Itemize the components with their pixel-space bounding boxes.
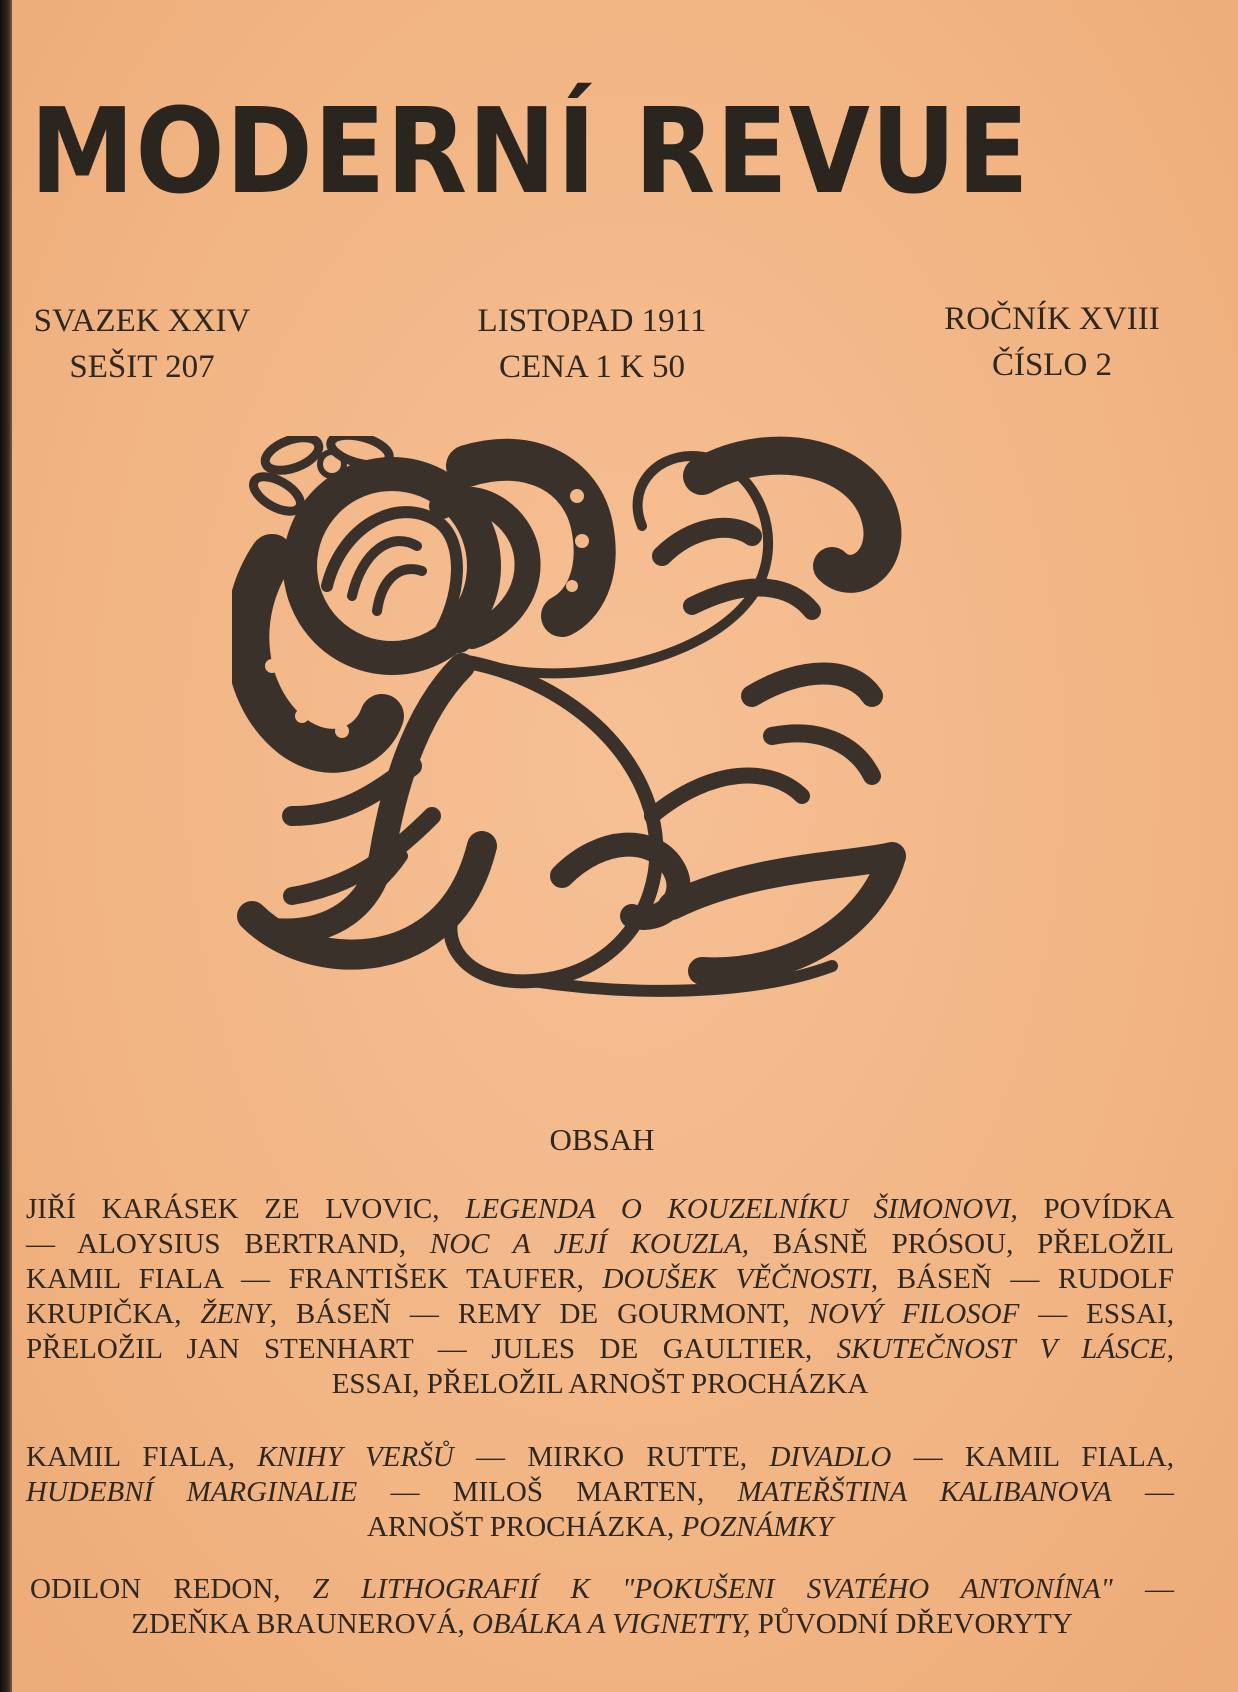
contents-work-title: HUDEBNÍ MARGINALIE xyxy=(26,1476,358,1508)
contents-line xyxy=(26,1510,1174,1545)
contents-text: POVÍDKA xyxy=(1017,1193,1174,1225)
volume-info xyxy=(22,298,262,390)
contents-text: JIŘÍ KARÁSEK ZE LVOVIC, xyxy=(26,1193,466,1225)
date-price-info xyxy=(452,298,732,390)
contents-text: ODILON REDON, xyxy=(30,1573,313,1605)
magazine-cover xyxy=(12,0,1238,1692)
contents-work-title: DOUŠEK VĚČNOSTI xyxy=(602,1263,871,1295)
contents-text: — ESSAI, xyxy=(1019,1298,1174,1330)
contents-text: — ALOYSIUS BERTRAND, xyxy=(26,1228,430,1260)
contents-block-3 xyxy=(30,1572,1174,1642)
contents-text: — MIRKO RUTTE, xyxy=(453,1441,770,1473)
floral-woodcut-icon xyxy=(232,436,962,1061)
contents-line xyxy=(26,1227,1174,1262)
contents-work-title: OBÁLKA A VIGNETTY, xyxy=(471,1608,751,1640)
volume-label: SVAZEK XXIV xyxy=(33,303,251,339)
contents-text: , BÁSEŇ — RUDOLF xyxy=(870,1263,1174,1295)
contents-text: PŘELOŽIL JAN STENHART — JULES DE GAULTIER, xyxy=(26,1333,837,1365)
contents-line xyxy=(26,1297,1174,1332)
contents-text: KAMIL FIALA, xyxy=(26,1441,258,1473)
contents-text: PŮVODNÍ DŘEVORYTY xyxy=(750,1608,1073,1640)
date-label: LISTOPAD 1911 xyxy=(477,303,707,339)
contents-text: — MILOŠ MARTEN, xyxy=(357,1476,738,1508)
issue-label: SEŠIT 207 xyxy=(69,349,215,385)
number-label: ČÍSLO 2 xyxy=(991,347,1113,383)
contents-line xyxy=(26,1262,1174,1297)
contents-work-title: MATEŘŠTINA KALIBANOVA xyxy=(737,1476,1112,1508)
contents-text: BÁSNĚ PRÓSOU, PŘELOŽIL xyxy=(749,1228,1175,1260)
contents-heading: OBSAH xyxy=(549,1122,655,1157)
contents-work-title: KNIHY VERŠŮ xyxy=(257,1441,454,1473)
year-label: ROČNÍK XVIII xyxy=(944,301,1160,337)
contents-block-2 xyxy=(26,1440,1174,1545)
year-number-info xyxy=(922,296,1182,388)
contents-line xyxy=(26,1367,1174,1402)
contents-text: KAMIL FIALA — FRANTIŠEK TAUFER, xyxy=(26,1263,603,1295)
contents-text: — xyxy=(1111,1476,1174,1508)
contents-line xyxy=(26,1475,1174,1510)
masthead-title: MODERNÍ REVUE xyxy=(30,82,1030,220)
contents-work-title: Z LITHOGRAFIÍ K "POKUŠENI SVATÉHO ANTONÍNA" xyxy=(312,1573,1113,1605)
contents-work-title: LEGENDA O KOUZELNÍKU ŠIMONOVI, xyxy=(465,1193,1018,1225)
contents-work-title: NOC A JEJÍ KOUZLA, xyxy=(429,1228,750,1260)
contents-work-title: SKUTEČNOST V LÁSCE xyxy=(836,1333,1167,1365)
contents-line xyxy=(30,1607,1174,1642)
contents-text: ARNOŠT PROCHÁZKA, xyxy=(367,1511,682,1543)
contents-work-title: ŽENY xyxy=(200,1298,270,1330)
contents-line xyxy=(26,1440,1174,1475)
contents-line xyxy=(26,1332,1174,1367)
contents-text: ESSAI, PŘELOŽIL ARNOŠT PROCHÁZKA xyxy=(331,1368,869,1400)
contents-work-title: DIVADLO xyxy=(769,1441,892,1473)
binding-spine xyxy=(0,0,12,1692)
contents-text: , xyxy=(1166,1333,1174,1365)
contents-text: ZDEŇKA BRAUNEROVÁ, xyxy=(131,1608,472,1640)
price-label: CENA 1 K 50 xyxy=(498,349,686,385)
contents-block-1 xyxy=(26,1192,1174,1402)
contents-work-title: NOVÝ FILOSOF xyxy=(808,1298,1020,1330)
contents-text: , BÁSEŇ — REMY DE GOURMONT, xyxy=(269,1298,809,1330)
contents-text: — KAMIL FIALA, xyxy=(891,1441,1174,1473)
contents-text: KRUPIČKA, xyxy=(26,1298,201,1330)
contents-line xyxy=(26,1192,1174,1227)
contents-line xyxy=(30,1572,1174,1607)
contents-text: — xyxy=(1112,1573,1175,1605)
contents-work-title: POZNÁMKY xyxy=(681,1511,833,1543)
